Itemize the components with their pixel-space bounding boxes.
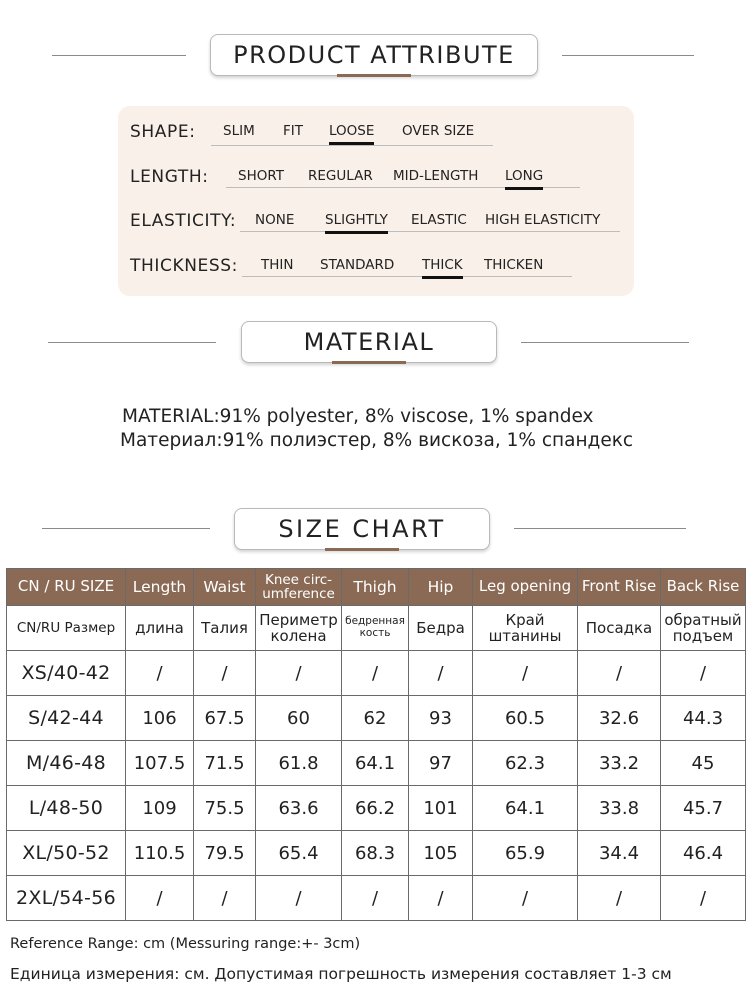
header-row-russian <box>7 606 746 651</box>
measurement-cell: / <box>126 876 194 921</box>
header-cell: Back Rise <box>661 569 746 606</box>
measurement-cell: 93 <box>409 696 473 741</box>
title-accent-bar <box>332 361 406 364</box>
header-cell-ru: обратный подъем <box>661 606 746 651</box>
measurement-cell: 60 <box>256 696 342 741</box>
material-english: MATERIAL:91% polyester, 8% viscose, 1% spandex <box>122 406 594 427</box>
header-cell: CN / RU SIZE <box>7 569 126 606</box>
reference-range-note: Reference Range: cm (Messuring range:+- 3cm) <box>10 936 361 952</box>
measurement-cell: 71.5 <box>194 741 256 786</box>
size-rows <box>7 651 746 921</box>
size-label-cell: XL/50-52 <box>7 831 126 876</box>
measurement-cell: 45.7 <box>661 786 746 831</box>
table-row <box>7 876 746 921</box>
measurement-cell: 67.5 <box>194 696 256 741</box>
option-over-size: OVER SIZE <box>402 123 475 139</box>
option-high-elasticity: HIGH ELASTICITY <box>485 212 601 228</box>
measurement-cell: / <box>194 876 256 921</box>
measurement-cell: 79.5 <box>194 831 256 876</box>
measurement-cell: / <box>126 651 194 696</box>
measurement-cell: / <box>578 651 661 696</box>
header-cell-ru: бедренная кость <box>342 606 409 651</box>
measurement-cell: / <box>256 651 342 696</box>
header-cell: Front Rise <box>578 569 661 606</box>
measurement-cell: 65.9 <box>473 831 578 876</box>
header-cell-ru: Посадка <box>578 606 661 651</box>
measurement-cell: / <box>409 876 473 921</box>
product-attribute-title: PRODUCT ATTRIBUTE <box>233 41 515 69</box>
measurement-cell: 63.6 <box>256 786 342 831</box>
attribute-row-elasticity <box>118 209 634 239</box>
table-row <box>7 741 746 786</box>
header-cell-ru: Край штанины <box>473 606 578 651</box>
measurement-cell: / <box>661 876 746 921</box>
measurement-cell: 60.5 <box>473 696 578 741</box>
measurement-cell: 97 <box>409 741 473 786</box>
size-label-cell: XS/40-42 <box>7 651 126 696</box>
measurement-cell: / <box>409 651 473 696</box>
size-chart-title: SIZE CHART <box>278 515 446 543</box>
measurement-cell: 64.1 <box>342 741 409 786</box>
option-loose-selected: LOOSE <box>329 123 375 139</box>
option-short: SHORT <box>238 168 284 184</box>
table-row <box>7 786 746 831</box>
measurement-cell: 68.3 <box>342 831 409 876</box>
option-slightly-selected: SLIGHTLY <box>325 212 388 228</box>
attribute-label: LENGTH: <box>130 167 209 187</box>
option-thicken: THICKEN <box>484 257 544 273</box>
header-cell-ru: длина <box>126 606 194 651</box>
header-cell: Hip <box>409 569 473 606</box>
size-chart-table <box>6 568 746 921</box>
header-cell: Thigh <box>342 569 409 606</box>
option-fit: FIT <box>283 123 303 139</box>
header-cell: Knee circ- umference <box>256 569 342 606</box>
measurement-cell: 62.3 <box>473 741 578 786</box>
size-label-cell: M/46-48 <box>7 741 126 786</box>
divider-right <box>562 55 694 56</box>
measurement-cell: 34.4 <box>578 831 661 876</box>
attribute-label: ELASTICITY: <box>130 211 237 231</box>
header-cell-ru: Талия <box>194 606 256 651</box>
attribute-row-thickness <box>118 254 634 284</box>
size-label-cell: L/48-50 <box>7 786 126 831</box>
size-label-cell: 2XL/54-56 <box>7 876 126 921</box>
header-cell-ru: CN/RU Размер <box>7 606 126 651</box>
option-standard: STANDARD <box>320 257 395 273</box>
measurement-cell: 61.8 <box>256 741 342 786</box>
measurement-cell: 66.2 <box>342 786 409 831</box>
measurement-cell: 101 <box>409 786 473 831</box>
attribute-panel <box>118 106 634 296</box>
option-slim: SLIM <box>223 123 255 139</box>
option-thin: THIN <box>261 257 294 273</box>
measurement-cell: 75.5 <box>194 786 256 831</box>
attribute-underline <box>242 276 572 277</box>
header-cell: Length <box>126 569 194 606</box>
option-long-selected: LONG <box>505 168 544 184</box>
attribute-row-length <box>118 165 634 195</box>
option-regular: REGULAR <box>308 168 373 184</box>
divider-right <box>514 528 686 529</box>
measurement-cell: / <box>578 876 661 921</box>
measurement-cell: / <box>473 651 578 696</box>
header-row-english <box>7 569 746 606</box>
attribute-label: THICKNESS: <box>130 256 238 276</box>
measurement-cell: 109 <box>126 786 194 831</box>
measurement-cell: 33.8 <box>578 786 661 831</box>
measurement-cell: 65.4 <box>256 831 342 876</box>
table-row <box>7 696 746 741</box>
measurement-cell: / <box>256 876 342 921</box>
measurement-cell: 32.6 <box>578 696 661 741</box>
header-cell: Waist <box>194 569 256 606</box>
header-cell: Leg opening <box>473 569 578 606</box>
table-row <box>7 831 746 876</box>
attribute-underline <box>240 231 620 232</box>
measurement-cell: 106 <box>126 696 194 741</box>
measurement-cell: / <box>661 651 746 696</box>
size-label-cell: S/42-44 <box>7 696 126 741</box>
attribute-underline <box>211 145 493 146</box>
measurement-cell: 44.3 <box>661 696 746 741</box>
measurement-cell: 45 <box>661 741 746 786</box>
measurement-cell: / <box>342 876 409 921</box>
measurement-cell: 33.2 <box>578 741 661 786</box>
attribute-label: SHAPE: <box>130 122 196 142</box>
title-accent-bar <box>337 74 411 77</box>
option-elastic: ELASTIC <box>411 212 467 228</box>
measurement-cell: 110.5 <box>126 831 194 876</box>
measurement-cell: / <box>342 651 409 696</box>
measurement-cell: 107.5 <box>126 741 194 786</box>
material-russian: Материал:91% полиэстер, 8% вискоза, 1% спандекс <box>120 430 634 451</box>
material-title: MATERIAL <box>303 328 435 356</box>
option-none: NONE <box>255 212 295 228</box>
header-cell-ru: Бедра <box>409 606 473 651</box>
divider-left <box>42 528 210 529</box>
divider-right <box>521 342 689 343</box>
measurement-cell: 64.1 <box>473 786 578 831</box>
measurement-cell: / <box>194 651 256 696</box>
attribute-row-shape <box>118 120 634 150</box>
divider-left <box>52 55 186 56</box>
header-cell-ru: Периметр колена <box>256 606 342 651</box>
measurement-cell: 62 <box>342 696 409 741</box>
measurement-note-russian: Единица измерения: см. Допустимая погрешность измерения составляет 1-3 см <box>10 965 672 983</box>
measurement-cell: 105 <box>409 831 473 876</box>
option-mid-length: MID-LENGTH <box>393 168 479 184</box>
measurement-cell: 46.4 <box>661 831 746 876</box>
table-row <box>7 651 746 696</box>
measurement-cell: / <box>473 876 578 921</box>
divider-left <box>48 342 216 343</box>
size-chart-title-box <box>234 508 490 550</box>
option-thick-selected: THICK <box>422 257 463 273</box>
material-title-box <box>241 321 497 363</box>
title-accent-bar <box>325 548 399 551</box>
product-attribute-title-box <box>210 34 538 76</box>
